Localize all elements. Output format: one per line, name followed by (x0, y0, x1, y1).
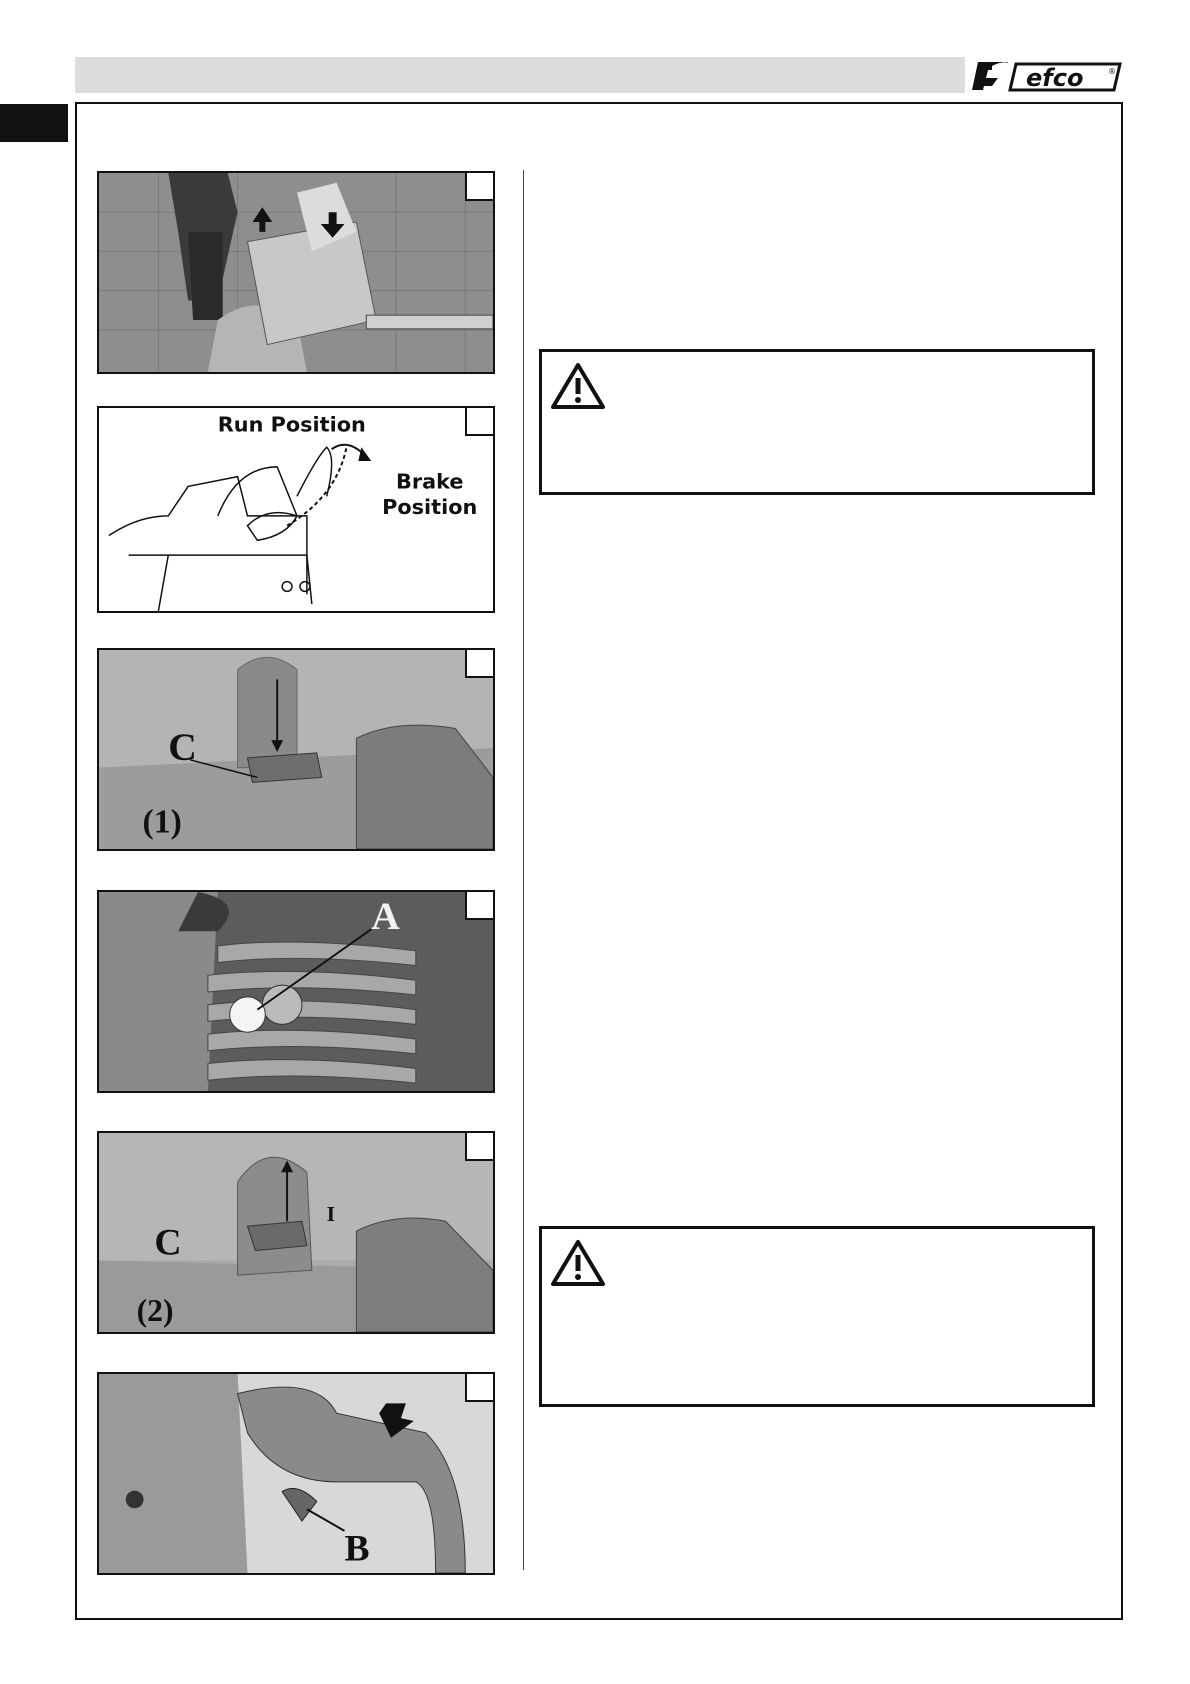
figure-number-box (465, 892, 493, 920)
registered-mark: ® (1108, 67, 1116, 76)
figure-number-box (465, 650, 493, 678)
figure-number-box (465, 408, 493, 436)
arrow-up-icon (252, 207, 272, 232)
label-c: C (154, 1222, 182, 1264)
warning-triangle-icon (550, 362, 606, 410)
warning-box-2 (539, 1226, 1095, 1407)
header-bar (75, 57, 965, 93)
figure-number-box (465, 1374, 493, 1402)
label-run-position: Run Position (217, 412, 366, 437)
label-a: A (371, 894, 400, 939)
efco-logo (968, 56, 1124, 96)
label-brake: Brake (395, 469, 464, 494)
section-tab (0, 104, 68, 142)
figure-2 (97, 406, 495, 613)
warning-triangle-icon (550, 1239, 606, 1287)
label-position: Position (382, 495, 478, 519)
figure-number-box (465, 173, 493, 201)
logo-text: efco (1026, 64, 1084, 92)
warning-box-1 (539, 349, 1095, 495)
label-b: B (344, 1528, 370, 1570)
figure-number-box (465, 1133, 493, 1161)
figure-3 (97, 648, 495, 851)
figure-1 (97, 171, 495, 374)
label-2: (2) (136, 1293, 174, 1329)
leaf-logo-icon (972, 62, 1010, 90)
figure-6 (97, 1372, 495, 1575)
column-divider (523, 170, 524, 1570)
figure-4 (97, 890, 495, 1093)
figure-5 (97, 1131, 495, 1334)
label-i: I (326, 1202, 336, 1227)
label-1: (1) (142, 803, 182, 841)
label-c: C (168, 724, 197, 769)
